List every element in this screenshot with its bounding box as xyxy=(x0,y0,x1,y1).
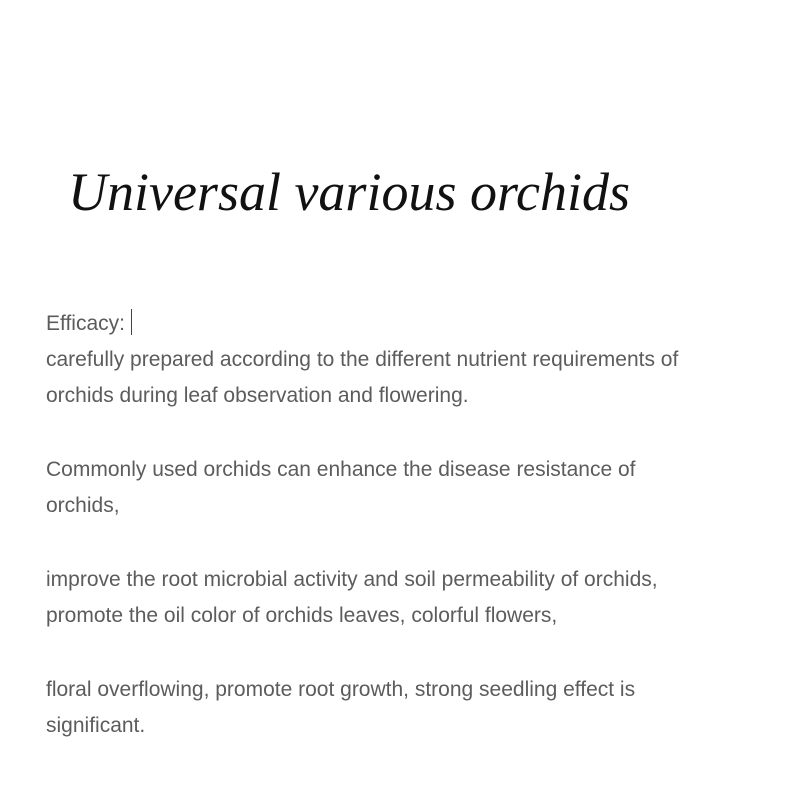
body-text xyxy=(46,306,786,744)
efficacy-heading-line xyxy=(46,306,786,342)
paragraph-line: Commonly used orchids can enhance the disease resistance of xyxy=(46,458,636,481)
paragraph-2 xyxy=(46,452,786,524)
paragraph-line: improve the root microbial activity and soil permeability of orchids, xyxy=(46,568,658,591)
paragraph-line: significant. xyxy=(46,714,146,737)
paragraph-1 xyxy=(46,342,786,414)
paragraph-line: floral overflowing, promote root growth, strong seedling effect is xyxy=(46,678,636,701)
paragraph-line: orchids during leaf observation and flowering. xyxy=(46,384,469,407)
paragraph-line: promote the oil color of orchids leaves, colorful flowers, xyxy=(46,604,558,627)
paragraph-4 xyxy=(46,672,786,744)
efficacy-heading: Efficacy: xyxy=(46,312,125,335)
page-title: Universal various orchids xyxy=(68,162,630,222)
paragraph-line: carefully prepared according to the different nutrient requirements of xyxy=(46,348,679,371)
paragraph-line: orchids, xyxy=(46,494,120,517)
paragraph-3 xyxy=(46,562,786,634)
text-cursor xyxy=(131,309,132,335)
